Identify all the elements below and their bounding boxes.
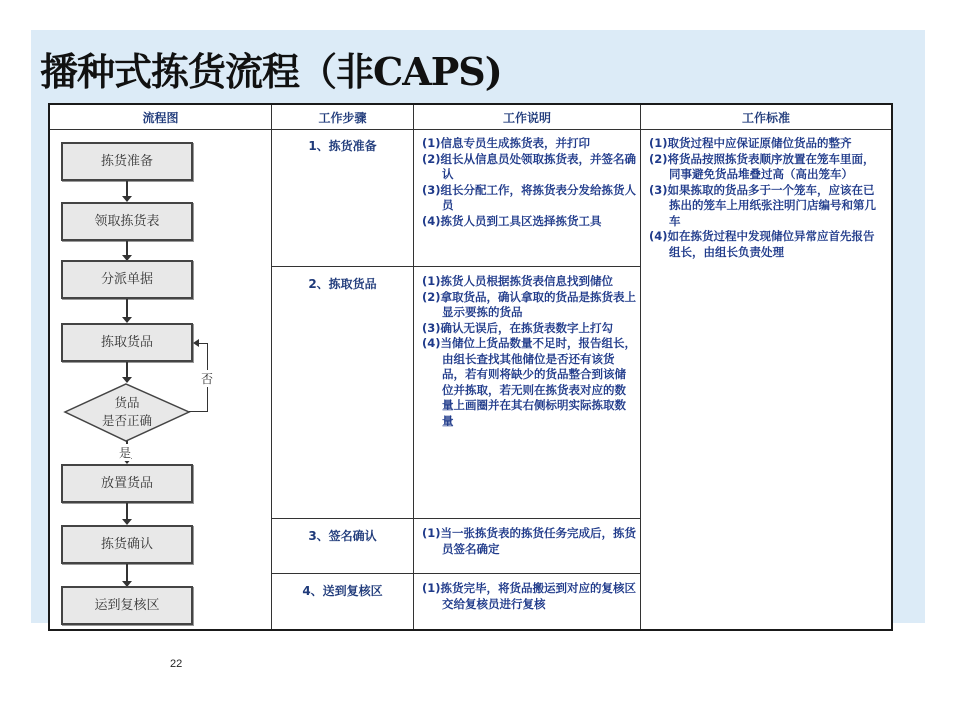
flow-box-confirm-picking: 拣货确认 [61,525,193,564]
standard-item: (3)如果拣取的货品多于一个笼车，应该在已拣出的笼车上用纸张注明门店编号和第几车 [649,182,876,228]
description-step-1 [422,136,636,229]
arrow-left-icon [193,339,199,347]
header-work-step: 工作步骤 [318,111,367,125]
decision-label-line2: 是否正确 [101,413,152,428]
step-2: 2、拣取货品 [308,277,377,291]
arrow-down-icon [126,503,128,524]
arrow-down-icon [126,362,128,382]
arrow-down-icon [126,564,128,586]
page-number: 22 [170,658,183,670]
description-item: (1)拣货人员根据拣货表信息找到储位 [422,274,614,288]
description-item: (1)信息专员生成拣货表，并打印 [422,136,591,150]
column-divider [640,105,641,629]
description-item: (4)拣货人员到工具区选择拣货工具 [422,213,602,228]
no-label: 否 [201,372,214,386]
header-work-description: 工作说明 [502,111,551,125]
flow-box-place-goods: 放置货品 [61,464,193,503]
description-item: (2)拿取货品，确认拿取的货品是拣货表上显示要拣的货品 [422,289,637,319]
description-item: (3)确认无误后，在拣货表数字上打勾 [422,320,614,335]
yes-label: 是 [119,446,132,460]
description-item: (1)当一张拣货表的拣货任务完成后，拣货员签名确定 [422,526,637,556]
description-step-4 [422,581,636,612]
header-work-standard: 工作标准 [741,111,790,125]
description-item: (1)拣货完毕，将货品搬运到对应的复核区交给复核员进行复核 [422,581,637,611]
flow-box-to-review-area: 运到复核区 [61,586,193,625]
description-item: (3)组长分配工作，将拣货表分发给拣货人员 [422,182,637,212]
standard-item: (1)取货过程中应保证原储位货品的整齐 [649,136,852,150]
standard-item: (4)如在拣货过程中发现储位异常应首先报告组长，由组长负责处理 [649,229,875,259]
arrow-down-icon [126,299,128,322]
arrow-down-icon [126,181,128,201]
description-item: (2)组长从信息员处领取拣货表，并签名确认 [422,151,637,181]
flow-box-dispatch-orders: 分派单据 [61,260,193,299]
decision-label-line1: 货品 [114,395,140,410]
row-divider [271,573,641,574]
column-divider [413,105,414,629]
standard-item: (2)将货品按照拣货表顺序放置在笼车里面，同事避免货品堆叠过高（高出笼车） [649,151,875,181]
row-divider [271,266,641,267]
flow-box-pick-prep: 拣货准备 [61,142,193,181]
description-item: (4)当储位上货品数量不足时，报告组长，由组长查找其他储位是否还有该货品，若有则将缺少的货品整合到该储位并拣取，若无则在拣货表对应的数量上画圈并在其右侧标明实际拣取数量 [422,336,637,428]
step-3: 3、签名确认 [308,529,377,543]
step-4: 4、送到复核区 [302,584,383,598]
header-flowchart: 流程图 [142,111,179,125]
description-step-3 [422,526,636,557]
loop-line [189,411,208,412]
description-step-2 [422,274,636,429]
work-standards [649,136,885,260]
flow-box-get-pick-list: 领取拣货表 [61,202,193,241]
slide-title: 播种式拣货流程（非CAPS) [40,49,502,94]
arrow-down-icon [126,241,128,260]
column-divider [271,105,272,629]
step-1: 1、拣货准备 [308,139,377,153]
loop-line [198,343,208,344]
row-divider [271,518,641,519]
flow-box-pick-goods: 拣取货品 [61,323,193,362]
